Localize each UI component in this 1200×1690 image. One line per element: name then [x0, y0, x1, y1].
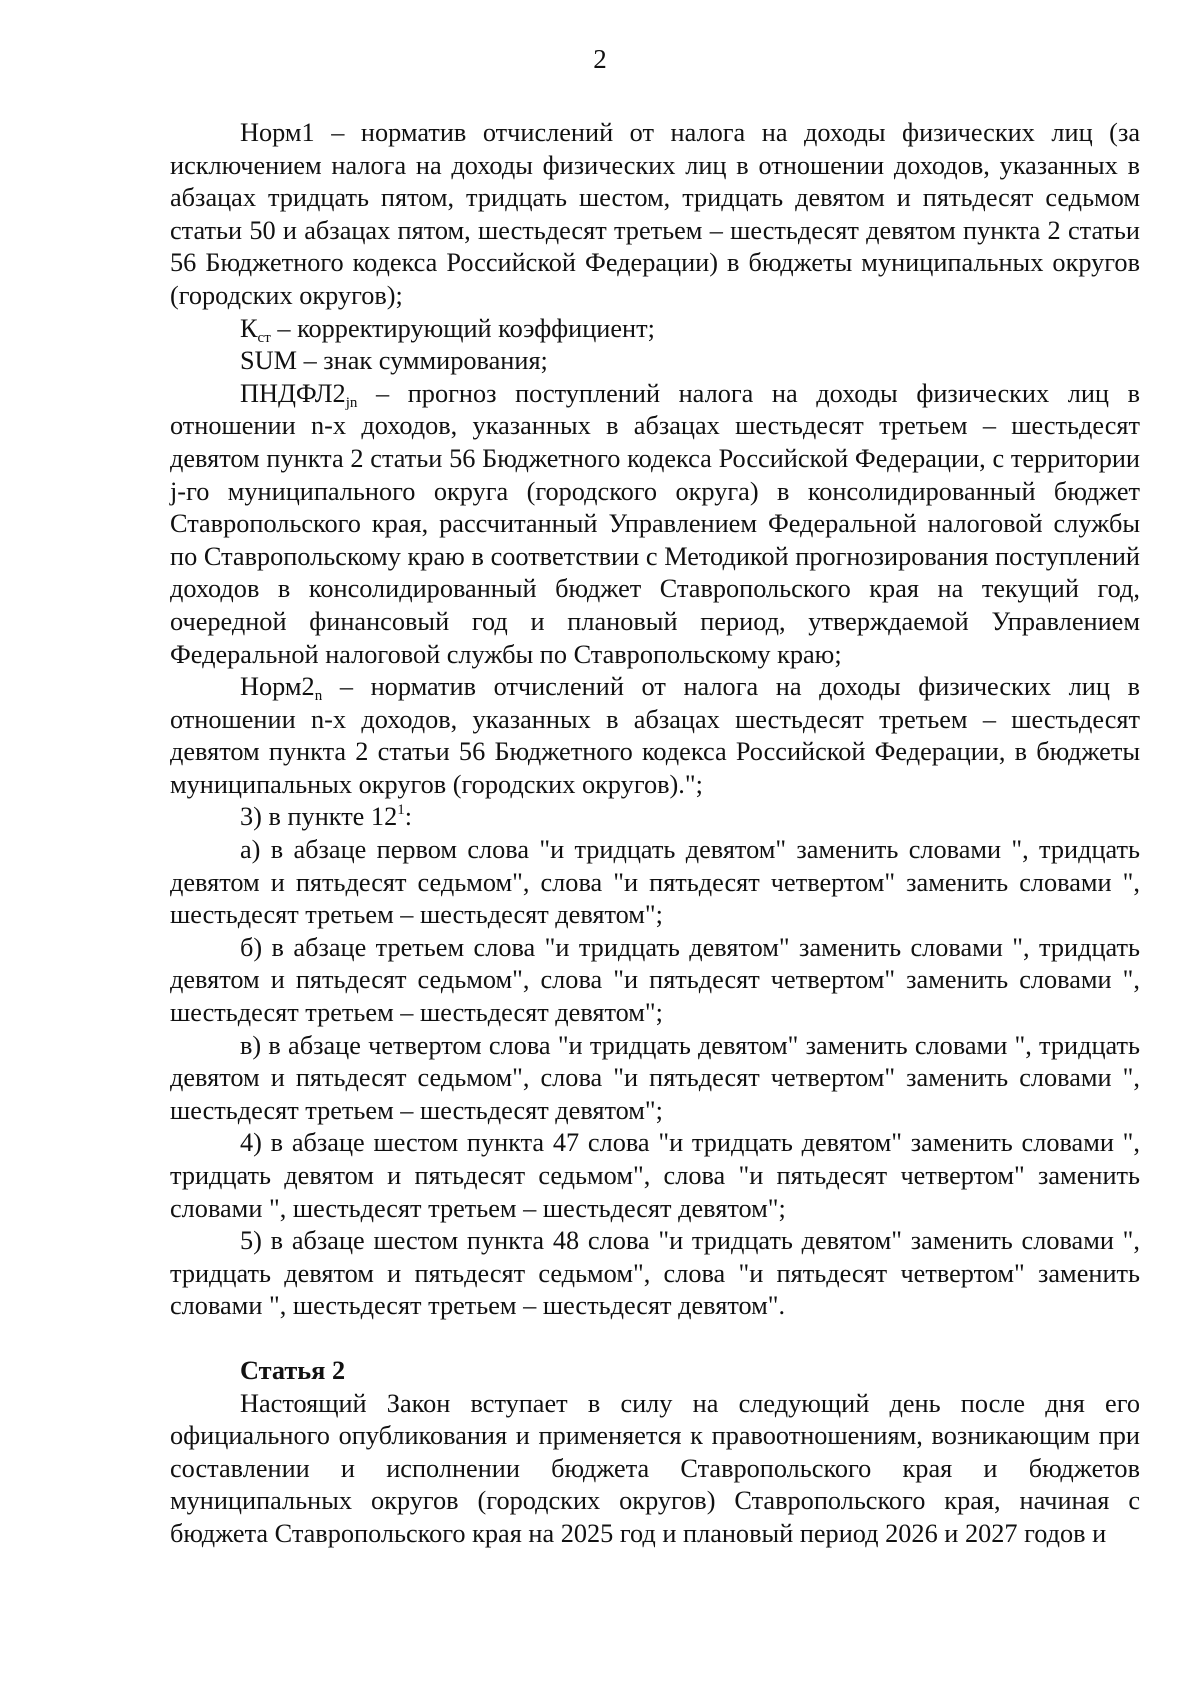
symbol-norm2: Норм2 — [240, 672, 315, 702]
article-2-heading: Статья 2 — [240, 1355, 346, 1385]
definition-kst: – корректирующий коэффициент; — [270, 313, 655, 343]
definition-norm1: – норматив отчислений от налога на доходы физических лиц (за исключением налога на доходы физических лиц в отношении доходов, указанных в абзацах тридцать пятом, тридцать шестом, тридцать девятом и пятьдесят седьмом статьи 50 и абзацах пятом, шестьдесят третьем – шестьдесят девятом пункта 2 статьи 56 Бюджетного кодекса Российской Федерации) в бюджеты муниципальных округов (городских округов); — [170, 118, 1140, 310]
item-3-superscript: 1 — [397, 802, 405, 819]
paragraph-item-3b: б) в абзаце третьем слова "и тридцать девятом" заменить словами ", тридцать девятом и пятьдесят седьмом", слова "и пятьдесят четвертом" заменить словами ", шестьдесят третьем – шестьдесят девятом"; — [170, 932, 1140, 1028]
item-3-text: 3) в пункте 12 — [240, 802, 398, 832]
definition-pndfl: – прогноз поступлений налога на доходы физических лиц в отношении n-х доходов, указанных в абзацах шестьдесят третьем – шестьдесят девятом пункта 2 статьи 56 Бюджетного кодекса Российской Федерации, с территории j-го муниципального округа (городского округа) в консолидированный бюджет Ставропольского края, рассчитанный Управлением Федеральной налоговой службы по Ставропольскому краю в соответствии с Методикой прогнозирования поступлений доходов в консолидированный бюджет Ставропольского края на текущий год, очередной финансовый год и плановый период, утверждаемой Управлением Федеральной налоговой службы по Ставропольскому краю; — [170, 378, 1140, 669]
paragraph-norm1 — [170, 117, 1140, 313]
definition-sum: SUM – знак суммирования; — [240, 346, 548, 376]
item-3-tail: : — [404, 802, 413, 832]
page-number: 2 — [593, 44, 607, 74]
definition-norm2: – норматив отчислений от налога на доходы физических лиц в отношении n-х доходов, указанных в абзацах шестьдесят третьем – шестьдесят девятом пункта 2 статьи 56 Бюджетного кодекса Российской Федерации, в бюджеты муниципальных округов (городских округов)."; — [170, 672, 1140, 799]
article-2-text: Настоящий Закон вступает в силу на следующий день после дня его официального опубликования и применяется к правоотношениям, возникающим при составлении и исполнении бюджета Ставропольского края и бюджетов муниципальных округов (городских округов) Ставропольского края, начиная с бюджета Ставропольского края на 2025 год и плановый период 2026 и 2027 годов и — [170, 1388, 1140, 1548]
paragraph-item-3c: в) в абзаце четвертом слова "и тридцать девятом" заменить словами ", тридцать девятом и пятьдесят седьмом", слова "и пятьдесят четвертом" заменить словами ", шестьдесят третьем – шестьдесят девятом"; — [170, 1030, 1140, 1125]
subscript-norm2: n — [314, 688, 323, 705]
section-gap — [170, 1323, 1140, 1355]
paragraph-item-3 — [170, 801, 1140, 834]
paragraph-pndfl — [170, 378, 1140, 671]
symbol-norm1: Норм1 — [240, 118, 315, 147]
paragraph-kst — [170, 313, 1140, 346]
paragraph-item-3a: а) в абзаце первом слова "и тридцать девятом" заменить словами ", тридцать девятом и пятьдесят седьмом", слова "и пятьдесят четвертом" заменить словами ", шестьдесят третьем – шестьдесят девятом"; — [170, 835, 1140, 930]
symbol-kst: К — [240, 313, 258, 343]
subscript-kst: ст — [257, 329, 271, 346]
paragraph-item-4: 4) в абзаце шестом пункта 47 слова "и тридцать девятом" заменить словами ", тридцать девятом и пятьдесят седьмом", слова "и пятьдесят четвертом" заменить словами ", шестьдесят третьем – шестьдесят девятом"; — [170, 1128, 1140, 1223]
symbol-pndfl: ПНДФЛ2 — [240, 378, 346, 408]
document-body — [170, 117, 1140, 1551]
subscript-pndfl: jn — [345, 394, 358, 411]
paragraph-item-5: 5) в абзаце шестом пункта 48 слова "и тридцать девятом" заменить словами ", тридцать девятом и пятьдесят седьмом", слова "и пятьдесят четвертом" заменить словами ", шестьдесят третьем – шестьдесят девятом". — [170, 1226, 1140, 1321]
paragraph-sum — [170, 345, 1140, 378]
paragraph-norm2 — [170, 671, 1140, 801]
